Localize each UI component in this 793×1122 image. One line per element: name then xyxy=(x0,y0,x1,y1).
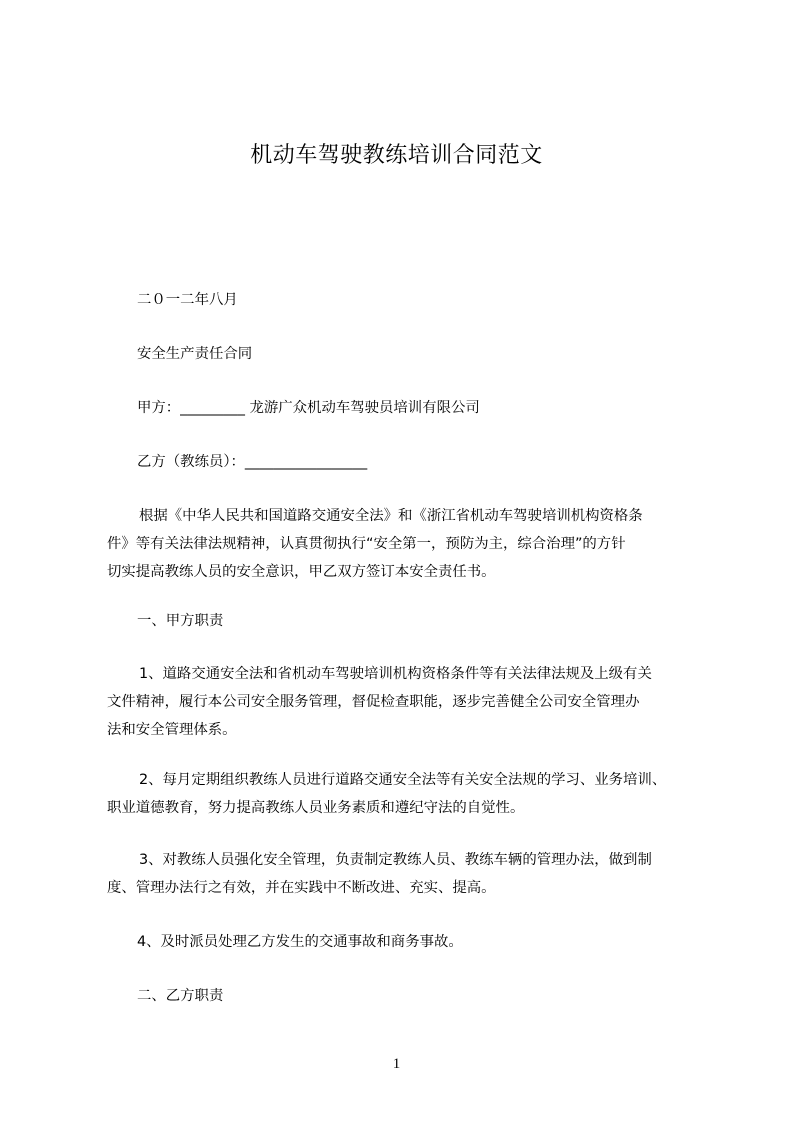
item-2-paragraph xyxy=(107,766,666,822)
intro-line-1: 根据《中华人民共和国道路交通安全法》和《浙江省机动车驾驶培训机构资格条 xyxy=(139,508,643,524)
document-title: 机动车驾驶教练培训合同范文 xyxy=(250,143,543,168)
item-4-line: 4、及时派员处理乙方发生的交通事故和商务事故。 xyxy=(137,934,463,950)
party-a-line: 甲方：_________ 龙游广众机动车驾驶员培训有限公司 xyxy=(137,400,480,416)
item-1-line-2: 文件精神，履行本公司安全服务管理，督促检查职能，逐步完善健全公司安全管理办 xyxy=(107,694,640,710)
date-line: 二０一二年八月 xyxy=(137,292,238,308)
item-2-line-2: 职业道德教育，努力提高教练人员业务素质和遵纪守法的自觉性。 xyxy=(107,800,525,816)
contract-name: 安全生产责任合同 xyxy=(137,346,253,362)
page-number: 1 xyxy=(392,1056,401,1072)
item-1-line-3: 法和安全管理体系。 xyxy=(107,722,237,738)
party-b-line: 乙方（教练员）：_________________ xyxy=(137,454,368,470)
item-3-line-1: 3、对教练人员强化安全管理，负责制定教练人员、教练车辆的管理办法，做到制 xyxy=(139,852,652,868)
item-2-line-1: 2、每月定期组织教练人员进行道路交通安全法等有关安全法规的学习、业务培训、 xyxy=(139,772,667,788)
item-3-line-2: 度、管理办法行之有效，并在实践中不断改进、充实、提高。 xyxy=(107,880,496,896)
intro-paragraph xyxy=(107,502,643,586)
section-1-heading: 一、甲方职责 xyxy=(137,613,224,629)
intro-line-2: 件》等有关法律法规精神，认真贯彻执行“安全第一，预防为主，综合治理”的方针 xyxy=(107,536,626,552)
item-3-paragraph xyxy=(107,846,652,902)
section-2-heading: 二、乙方职责 xyxy=(137,988,224,1004)
intro-line-3: 切实提高教练人员的安全意识，甲乙双方签订本安全责任书。 xyxy=(107,564,496,580)
item-1-line-1: 1、道路交通安全法和省机动车驾驶培训机构资格条件等有关法律法规及上级有关 xyxy=(139,666,652,682)
item-1-paragraph xyxy=(107,660,652,744)
